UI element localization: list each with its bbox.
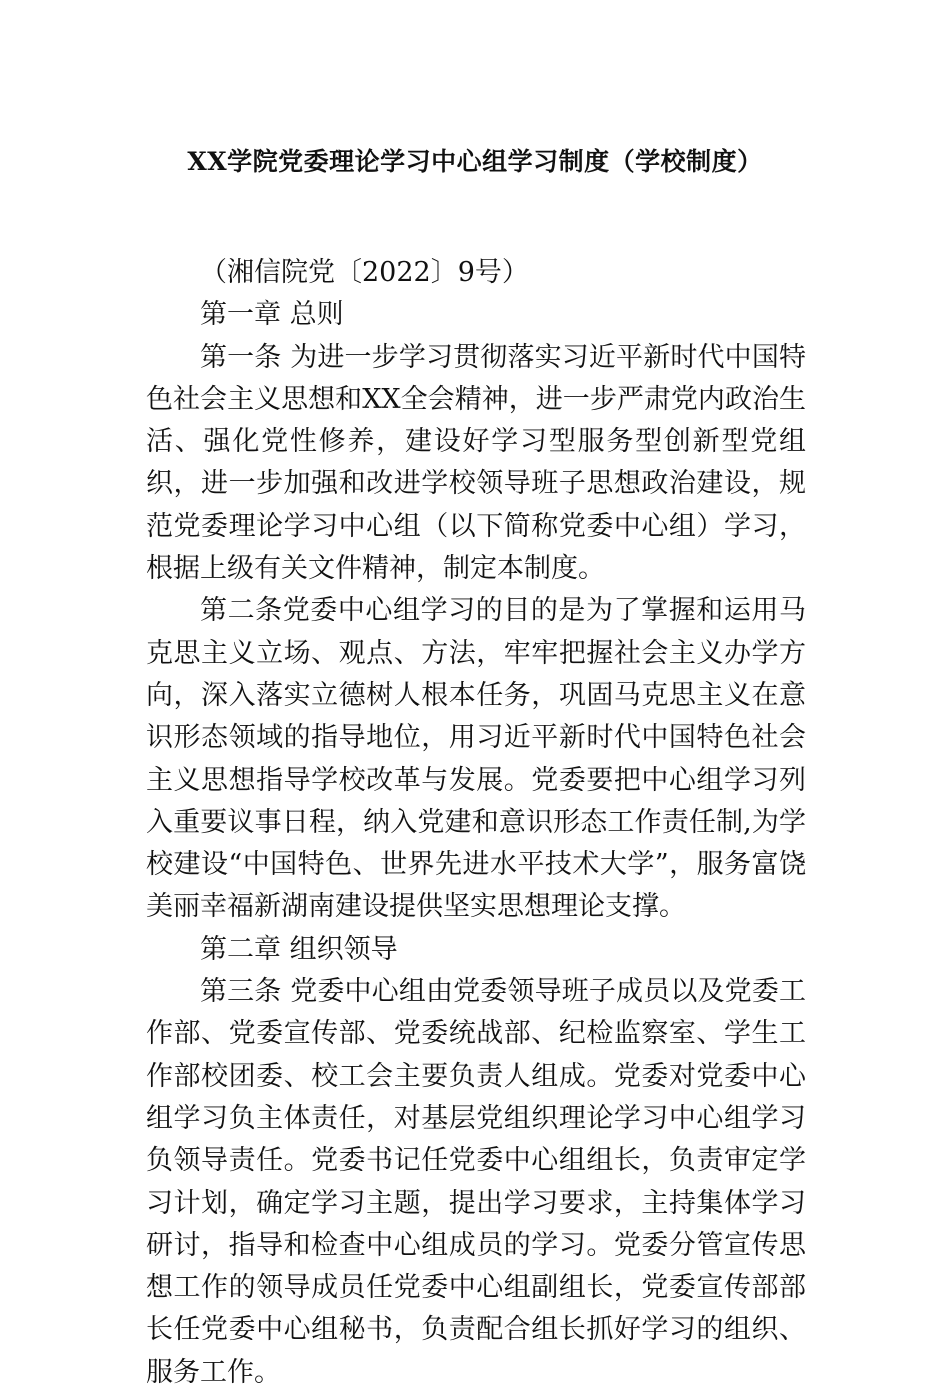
document-title: XX学院党委理论学习中心组学习制度（学校制度） (187, 147, 763, 176)
chapter-heading-1: 第一章 总则 (200, 299, 344, 331)
document-number: （湘信院党〔2022〕9号） (200, 257, 529, 288)
chapter-heading-2: 第二章 组织领导 (200, 933, 398, 965)
article-3: 第三条 党委中心组由党委领导班子成员以及党委工作部、党委宣传部、党委统战部、纪检监察室、学生工作部校团委、校工会主要负责人组成。党委对党委中心组学习负主体责任，对基层党组织理论学习中心组学习负领导责任。党委书记任党委中心组组长，负责审定学习计划，确定学习主题，提出学习要求，主持集体学习研讨，指导和检查中心组成员的学习。党委分管宣传思想工作的领导成员任党委中心组副组长，党委宣传部部长任党委中心组秘书，负责配合组长抓好学习的组织、服务工作。 (146, 976, 806, 1388)
article-1: 第一条 为进一步学习贯彻落实习近平新时代中国特色社会主义思想和XX全会精神，进一步严肃党内政治生活、强化党性修养，建设好学习型服务型创新型党组织，进一步加强和改进学校领导班子思想政治建设，规范党委理论学习中心组（以下简称党委中心组）学习，根据上级有关文件精神，制定本制度。 (146, 341, 806, 585)
article-2: 第二条党委中心组学习的目的是为了掌握和运用马克思主义立场、观点、方法，牢牢把握社会主义办学方向，深入落实立德树人根本任务，巩固马克思主义在意识形态领域的指导地位，用习近平新时代中国特色社会主义思想指导学校改革与发展。党委要把中心组学习列入重要议事日程，纳入党建和意识形态工作责任制,为学校建设“中国特色、世界先进水平技术大学”，服务富饶美丽幸福新湖南建设提供坚实思想理论支撑。 (146, 595, 806, 923)
document-body (146, 252, 806, 1394)
